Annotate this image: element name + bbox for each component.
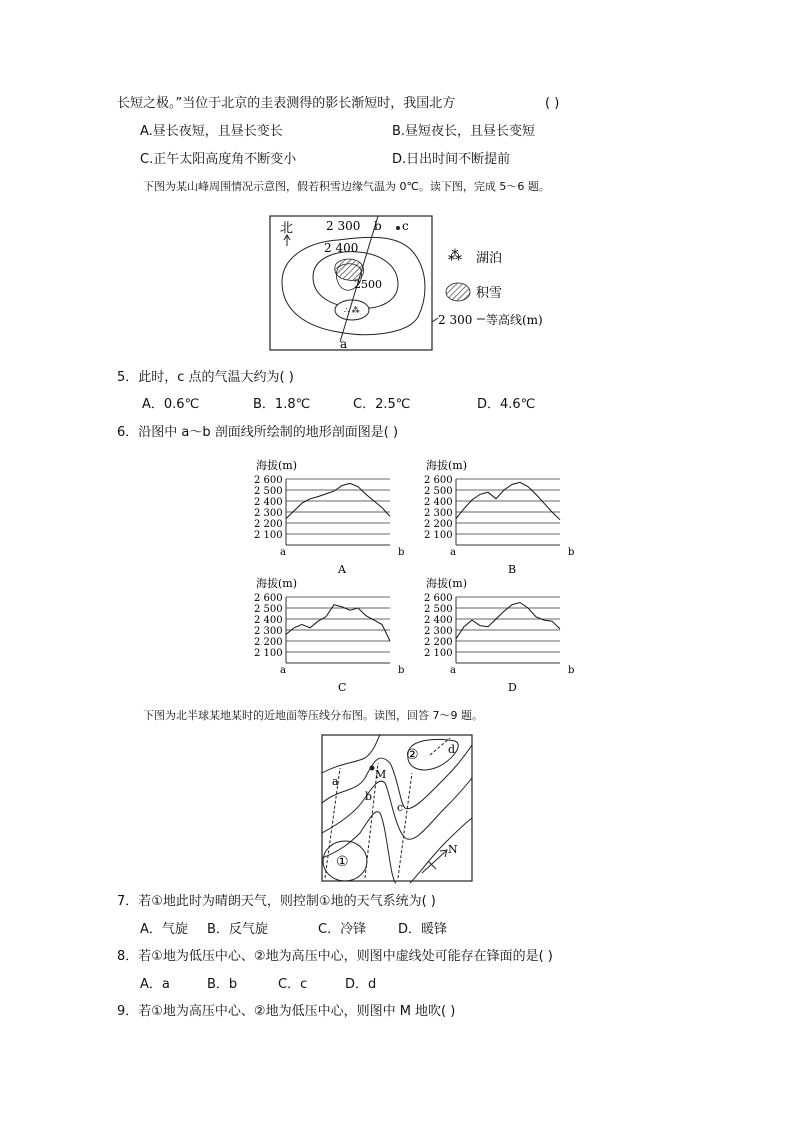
profile-ytick: 2 400 bbox=[254, 615, 283, 626]
north-label: 北 bbox=[280, 221, 294, 236]
contour-label-2300: 2 300 bbox=[326, 219, 361, 233]
center-1-label: ① bbox=[336, 854, 349, 870]
isobar-map bbox=[320, 733, 475, 885]
q7-stem: 7．若①地此时为晴朗天气，则控制①地的天气系统为( ) bbox=[117, 894, 436, 909]
legend-contour-value: 2 300 bbox=[438, 313, 473, 327]
profile-ylabel: 海拔(m) bbox=[256, 459, 298, 472]
profile-ytick: 2 200 bbox=[424, 637, 453, 648]
profile-ytick: 2 500 bbox=[424, 604, 453, 615]
profile-ytick: 2 500 bbox=[424, 486, 453, 497]
contour-label-2400: 2 400 bbox=[324, 241, 359, 255]
q4-option-b: B.昼短夜长，且昼长变短 bbox=[392, 124, 536, 139]
legend-lake-label: 湖泊 bbox=[476, 251, 503, 266]
q8-option-b: B．b bbox=[207, 977, 238, 992]
intro-line: 长短之极。”当位于北京的圭表测得的影长渐短时，我国北方 bbox=[117, 96, 456, 111]
label-b: b bbox=[365, 790, 373, 803]
profile-ytick: 2 500 bbox=[254, 604, 283, 615]
profile-ytick: 2 600 bbox=[254, 475, 283, 486]
point-c-label: c bbox=[402, 219, 409, 233]
profile-option-label: A bbox=[338, 563, 346, 576]
profile-option-label: C bbox=[338, 681, 347, 694]
profile-ytick: 2 200 bbox=[254, 519, 283, 530]
profile-option-label: B bbox=[508, 563, 517, 576]
point-b-label: b bbox=[374, 219, 382, 233]
q8-option-a: A．a bbox=[140, 977, 170, 992]
profile-x-end: b bbox=[398, 547, 405, 558]
profile-x-end: b bbox=[568, 665, 575, 676]
q8-option-d: D．d bbox=[345, 977, 377, 992]
profile-panel-a bbox=[254, 458, 404, 576]
profile-line bbox=[286, 605, 390, 641]
label-a: a bbox=[332, 775, 339, 788]
legend-snow-symbol bbox=[446, 283, 470, 301]
profile-ytick: 2 200 bbox=[424, 519, 453, 530]
profile-x-end: b bbox=[568, 547, 575, 558]
lake-marks: ∴ ⁂ bbox=[344, 306, 360, 315]
q6-stem: 6．沿图中 a～b 剖面线所绘制的地形剖面图是( ) bbox=[117, 425, 399, 440]
q8-option-c: C．c bbox=[278, 977, 308, 992]
profile-ylabel: 海拔(m) bbox=[256, 577, 298, 590]
label-d: d bbox=[448, 743, 456, 756]
legend-lake-symbol: ⁂ bbox=[448, 248, 462, 264]
q5-option-c: C．2.5℃ bbox=[353, 397, 411, 412]
profile-panel-d bbox=[424, 576, 574, 694]
dashed-line-d bbox=[430, 738, 450, 755]
q7-option-b: B．反气旋 bbox=[207, 922, 268, 937]
q4-option-c: C.正午太阳高度角不断变小 bbox=[140, 152, 297, 167]
profile-ytick: 2 600 bbox=[254, 593, 283, 604]
isobar-4 bbox=[322, 812, 396, 883]
profile-panel-c bbox=[254, 576, 404, 694]
profile-charts bbox=[240, 455, 580, 695]
caption-5-6: 下图为某山峰周围情况示意图，假若积雪边缘气温为 0℃。读下图，完成 5～6 题。 bbox=[143, 180, 550, 193]
point-m-dot bbox=[370, 766, 375, 771]
q5-option-b: B．1.8℃ bbox=[253, 397, 311, 412]
north-arrow-tick bbox=[428, 861, 436, 869]
profile-ytick: 2 300 bbox=[424, 508, 453, 519]
legend-snow-label: 积雪 bbox=[476, 286, 503, 301]
center-2-label: ② bbox=[406, 747, 419, 763]
dashed-line-c bbox=[398, 773, 412, 878]
q7-option-a: A．气旋 bbox=[140, 922, 188, 937]
profile-panel-b bbox=[424, 458, 574, 576]
profile-ytick: 2 400 bbox=[254, 497, 283, 508]
profile-x-start: a bbox=[450, 547, 456, 558]
q5-option-d: D．4.6℃ bbox=[477, 397, 536, 412]
profile-ytick: 2 100 bbox=[254, 648, 283, 659]
q4-option-d: D.日出时间不断提前 bbox=[392, 152, 511, 167]
q7-option-d: D．暖锋 bbox=[398, 922, 448, 937]
q9-stem: 9．若①地为高压中心、②地为低压中心，则图中 M 地吹( ) bbox=[117, 1004, 456, 1019]
q8-stem: 8．若①地为低压中心、②地为高压中心，则图中虚线处可能存在锋面的是( ) bbox=[117, 949, 553, 964]
intro-answer-paren: ( ) bbox=[545, 96, 560, 111]
mountain-map bbox=[268, 212, 568, 354]
profile-ytick: 2 100 bbox=[254, 530, 283, 541]
profile-ytick: 2 300 bbox=[254, 508, 283, 519]
q7-option-c: C．冷锋 bbox=[318, 922, 367, 937]
profile-ytick: 2 100 bbox=[424, 648, 453, 659]
point-a-label: a bbox=[340, 337, 348, 351]
profile-ytick: 2 300 bbox=[424, 626, 453, 637]
caption-7-9: 下图为北半球某地某时的近地面等压线分布图。读图，回答 7～9 题。 bbox=[143, 709, 483, 722]
profile-ytick: 2 200 bbox=[254, 637, 283, 648]
label-c: c bbox=[397, 801, 404, 814]
map-frame bbox=[270, 216, 432, 350]
point-m-label: M bbox=[375, 768, 387, 781]
north-arrow bbox=[284, 235, 290, 246]
north-label-2: N bbox=[448, 843, 458, 856]
q5-stem: 5．此时，c 点的气温大约为( ) bbox=[117, 370, 294, 385]
q4-option-a: A.昼长夜短，且昼长变长 bbox=[140, 124, 283, 139]
profile-ylabel: 海拔(m) bbox=[426, 577, 468, 590]
profile-ytick: 2 300 bbox=[254, 626, 283, 637]
legend-contour-label: 等高线(m) bbox=[486, 313, 543, 327]
profile-x-end: b bbox=[398, 665, 405, 676]
profile-ytick: 2 400 bbox=[424, 497, 453, 508]
profile-option-label: D bbox=[508, 681, 517, 694]
contour-label-2500: 2500 bbox=[354, 278, 382, 291]
profile-ylabel: 海拔(m) bbox=[426, 459, 468, 472]
profile-ytick: 2 600 bbox=[424, 593, 453, 604]
profile-x-start: a bbox=[280, 547, 286, 558]
q5-option-a: A．0.6℃ bbox=[142, 397, 200, 412]
profile-ytick: 2 500 bbox=[254, 486, 283, 497]
profile-ytick: 2 600 bbox=[424, 475, 453, 486]
profile-x-start: a bbox=[450, 665, 456, 676]
profile-ytick: 2 400 bbox=[424, 615, 453, 626]
point-c-dot bbox=[396, 226, 400, 230]
profile-ytick: 2 100 bbox=[424, 530, 453, 541]
profile-x-start: a bbox=[280, 665, 286, 676]
